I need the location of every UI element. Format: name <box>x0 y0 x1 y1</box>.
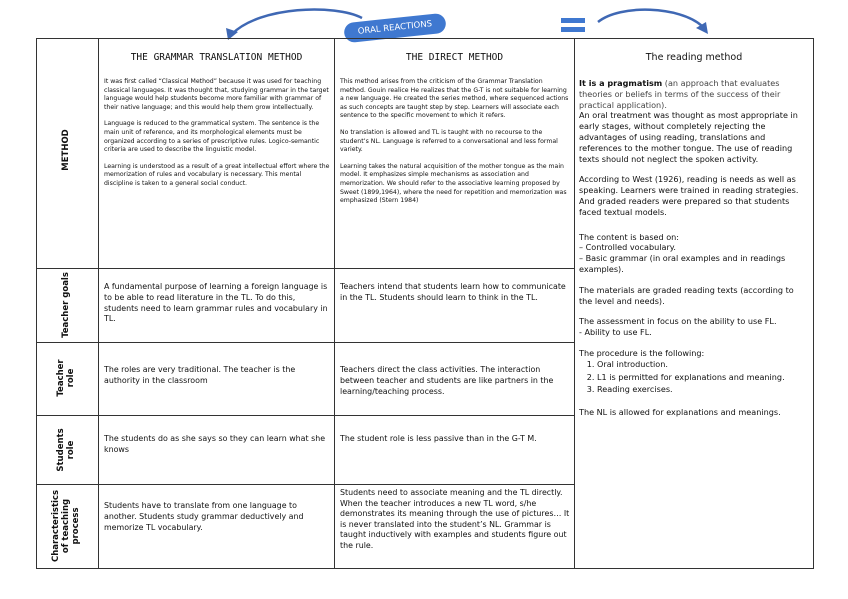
method-direct-paragraph: Learning takes the natural acquisition of the mother tongue as the main model. It emphasizes simple mechanisms as association and memorization. We should refer to the associative learning proposed by Sweet (1899,1964), where the need for repetition and memorization was emphasized (Stern 1984) <box>340 162 567 205</box>
reading-procedure-intro: The procedure is the following: <box>579 347 705 358</box>
reading-procedure-list <box>579 359 809 395</box>
characteristics-line-2: of teaching <box>61 498 71 554</box>
reading-assessment-ability: - Ability to use FL. <box>579 327 652 338</box>
left-curved-arrow <box>232 10 362 34</box>
teacher-role-line-2: role <box>66 368 76 388</box>
reading-procedure-item: 1. Oral introduction. <box>597 359 809 370</box>
reading-content-intro: The content is based on: <box>579 231 680 242</box>
equals-icon-bottom <box>561 27 585 32</box>
reading-assessment: The assessment in focus on the ability to use FL. <box>579 316 777 327</box>
method-gt-paragraph: Language is reduced to the grammatical system. The sentence is the main unit of reference, and its morphological elements must be organized according to a series of prescriptive rules. Logico-semantic criteria are used to describe the linguistic model. <box>104 120 320 154</box>
method-direct-cell <box>340 78 570 214</box>
teacher-goals-gt: A fundamental purpose of learning a foreign language is to be able to read literature in the TL. To do this, students need to learn grammar rules and vocabulary in TL. <box>104 282 328 324</box>
characteristics-line-3: process <box>71 507 81 545</box>
students-role-gt: The students do as she says so they can learn what she knows <box>104 434 326 454</box>
method-gt-paragraph: It was first called “Classical Method” because it was used for teaching classical languages. It was thought that, studying grammar in the target language would help students become more familiar with grammar of their native language; and this would help them grow intellectually. <box>104 78 329 111</box>
teacher-goals-direct: Teachers intend that students learn how to communicate in the TL. Students should learn to think in the TL. <box>340 282 566 302</box>
reading-west: According to West (1926), reading is needs as well as speaking. Learners were trained in reading strategies. And graded readers were prepared so that students faced textual models. <box>579 174 799 217</box>
reading-pragmatism-rest: (an approach that evaluates theories or beliefs in terms of the success of their practical application). <box>579 78 781 110</box>
characteristics-direct: Students need to associate meaning and the TL directly. When the teacher introduces a new TL word, s/he demonstrates its meaning through the use of pictures… It is never translated into the student’s NL. Grammar is taught inductively with examples and students figure out the rule. <box>340 488 570 550</box>
equals-icon-top <box>561 18 585 23</box>
students-role-line-2: role <box>66 440 76 460</box>
method-gt-paragraph: Learning is understood as a result of a great intellectual effort where the memorization of rules and vocabulary is necessary. This mental discipline is taken to a general social conduct. <box>104 162 330 187</box>
reading-procedure-item: 2. L1 is permitted for explanations and meaning. <box>597 372 809 383</box>
reading-pragmatism <box>579 78 809 110</box>
row-label-characteristics <box>51 490 81 562</box>
reading-oral-treatment: An oral treatment was thought as most appropriate in early stages, without completely rejecting the advantages of using reading, translations and references to the mother tongue. The use of reading texts should not neglect the spoken activity. <box>579 110 798 164</box>
row-label-students-role <box>56 428 76 471</box>
right-curved-arrow <box>598 10 702 26</box>
header-grammar-translation: THE GRAMMAR TRANSLATION METHOD <box>130 52 303 63</box>
students-role-direct: The student role is less passive than in the G-T M. <box>340 434 537 443</box>
row-label-teacher-role <box>56 359 76 396</box>
header-direct-method: THE DIRECT METHOD <box>405 52 504 63</box>
students-role-line-1: Students <box>56 428 66 472</box>
reading-method-cell <box>579 78 809 418</box>
reading-materials: The materials are graded reading texts (according to the level and needs). <box>579 284 794 306</box>
oral-reactions-badge: ORAL REACTIONS <box>343 13 447 44</box>
method-direct-paragraph: This method arises from the criticism of the Grammar Translation method. Gouin realice He realizes that the G-T is not suitable for learning a new language. He created the series method, where sequenced actions as such concepts are taught step by step. Learners will associate each sentence to the specific movement to which it refers. <box>340 78 569 120</box>
reading-nl-allowed: The NL is allowed for explanations and meanings. <box>579 407 781 418</box>
characteristics-line-1: Characteristics <box>51 489 61 563</box>
reading-content-item: – Controlled vocabulary. <box>579 242 676 253</box>
header-reading-method: The reading method <box>645 52 743 63</box>
characteristics-gt: Students have to translate from one language to another. Students study grammar deductively and memorize TL vocabulary. <box>104 501 304 532</box>
row-label-method: METHOD <box>61 129 71 171</box>
method-gt-cell <box>104 78 330 197</box>
reading-content-item: – Basic grammar (in oral examples and in readings examples). <box>579 253 786 274</box>
teacher-role-line-1: Teacher <box>56 359 66 397</box>
teacher-role-gt: The roles are very traditional. The teacher is the authority in the classroom <box>104 365 296 385</box>
reading-procedure-item: 3. Reading exercises. <box>597 384 809 395</box>
teacher-role-direct: Teachers direct the class activities. The interaction between teacher and students are like partners in the learning/teaching process. <box>340 365 554 396</box>
row-label-teacher-goals: Teacher goals <box>61 272 71 338</box>
method-direct-paragraph: No translation is allowed and TL is taught with no recourse to the student’s NL. Language is referred to a conversational and less formal variety. <box>340 128 558 154</box>
reading-pragmatism-bold: It is a pragmatism <box>579 78 663 88</box>
